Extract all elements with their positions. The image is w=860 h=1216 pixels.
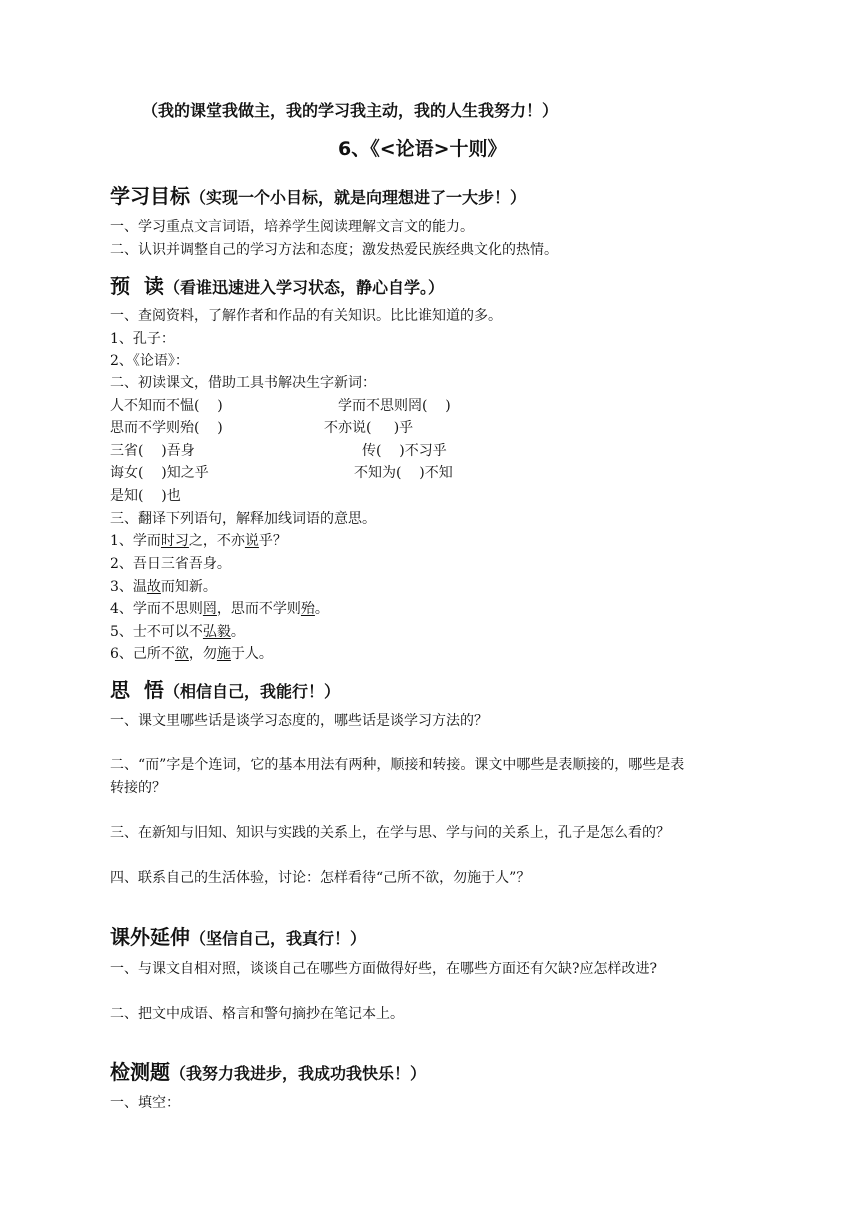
word-item: 传( )不习乎 [362,443,447,459]
translate-item: 4、学而不思则罔，思而不学则殆。 [110,601,329,617]
word-item: 诲女( )知之乎 [110,465,209,481]
goal-item: 二、认识并调整自己的学习方法和态度；激发热爱民族经典文化的热情。 [110,242,558,258]
word-item: 不亦说( )乎 [324,420,414,436]
test-subheading: （我努力我进步，我成功我快乐！） [170,1064,427,1083]
translate-item: 5、士不可以不弘毅。 [110,624,245,640]
page-title: 6、《<论语>十则》 [338,138,507,160]
word-item: 是知( )也 [110,488,181,504]
reflect-heading: 思 悟 [110,678,164,702]
reflect-header [110,674,340,703]
goal-item: 一、学习重点文言词语，培养学生阅读理解文言文的能力。 [110,219,474,235]
preview-header [110,270,444,299]
translate-item: 1、学而时习之，不亦说乎？ [110,533,287,549]
word-item: 思而不学则殆( ) [110,420,223,436]
underlined-word: 殆 [300,601,315,617]
word-item: 学而不思则罔( ) [338,398,451,414]
underlined-word: 欲 [174,646,189,662]
translate-item: 6、己所不欲，勿施于人。 [110,646,273,662]
extend-header [110,921,366,950]
reflect-question: 三、在新知与旧知、知识与实践的关系上，在学与思、学与问的关系上，孔子是怎么看的？ [110,825,670,841]
preview-line: 2、《论语》： [110,353,189,369]
goals-header [110,180,526,209]
reflect-question-cont: 转接的？ [110,780,166,796]
underlined-word: 时习 [160,533,189,549]
underlined-word: 施 [216,646,231,662]
translate-item: 2、吾日三省吾身。 [110,556,231,572]
reflect-question: 一、课文里哪些话是谈学习态度的，哪些话是谈学习方法的？ [110,713,488,729]
reflect-subheading: （相信自己，我能行！） [163,682,340,701]
reflect-question: 二、“而”字是个连词，它的基本用法有两种，顺接和转接。课文中哪些是表顺接的，哪些是表 [110,757,685,773]
test-heading: 检测题 [110,1060,170,1084]
preview-line: 一、查阅资料，了解作者和作品的有关知识。比比谁知道的多。 [110,308,502,324]
extend-question: 一、与课文自相对照，谈谈自己在哪些方面做得好些，在哪些方面还有欠缺?应怎样改进? [110,961,658,977]
goals-heading: 学习目标 [110,184,190,208]
extend-question: 二、把文中成语、格言和警句摘抄在笔记本上。 [110,1006,404,1022]
extend-subheading: （坚信自己，我真行！） [190,929,367,948]
preview-heading: 预 读 [110,274,164,298]
word-item: 人不知而不愠( ) [110,398,223,414]
word-item: 三省( )吾身 [110,443,195,459]
underlined-word: 罔 [202,601,217,617]
test-question: 一、填空： [110,1095,180,1111]
extend-heading: 课外延伸 [110,925,190,949]
preview-line: 二、初读课文，借助工具书解决生字新词： [110,375,376,391]
motto: （我的课堂我做主，我的学习我主动，我的人生我努力！） [142,101,559,120]
reflect-question: 四、联系自己的生活体验，讨论：怎样看待“己所不欲，勿施于人”？ [110,870,531,886]
word-item: 不知为( )不知 [354,465,453,481]
preview-subheading: （看谁迅速进入学习状态，静心自学。） [163,278,444,297]
translate-item: 3、温故而知新。 [110,579,217,595]
test-header [110,1056,426,1085]
underlined-word: 故 [146,579,161,595]
underlined-word: 说 [244,533,259,549]
preview-line: 1、孔子： [110,331,175,347]
underlined-word: 弘毅 [202,624,231,640]
translate-heading: 三、翻译下列语句，解释加线词语的意思。 [110,511,376,527]
goals-subheading: （实现一个小目标，就是向理想进了一大步！） [190,188,527,207]
